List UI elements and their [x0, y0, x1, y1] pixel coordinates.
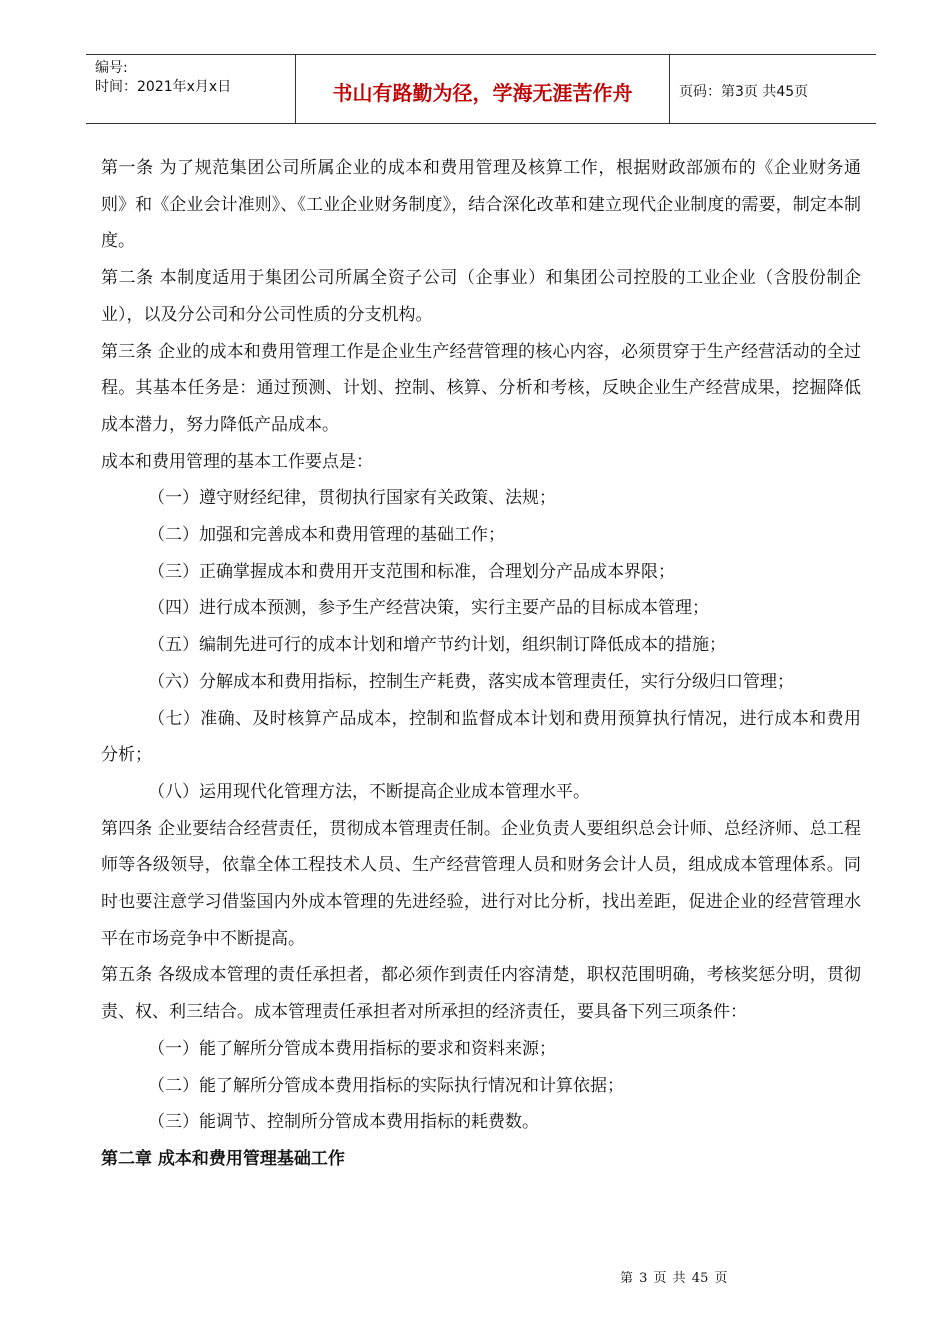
header-motto: 书山有路勤为径，学海无涯苦作舟 [295, 55, 670, 123]
page-footer: 第 3 页 共 45 页 [620, 1271, 728, 1286]
article-3: 第三条 企业的成本和费用管理工作是企业生产经营管理的核心内容，必须贯穿于生产经营活动的全过程。其基本任务是：通过预测、计划、控制、核算、分析和考核，反映企业生产经营成果，挖掘降低成本潜力，努力降低产品成本。 [101, 341, 861, 435]
document-number-label: 编号: [95, 60, 128, 76]
article-4: 第四条 企业要结合经营责任，贯彻成本管理责任制。企业负责人要组织总会计师、总经济师、总工程师等各级领导，依靠全体工程技术人员、生产经营管理人员和财务会计人员，组成成本管理体系。同时也要注意学习借鉴国内外成本管理的先进经验，进行对比分析，找出差距，促进企业的经营管理水平在市场竞争中不断提高。 [101, 818, 861, 949]
chapter-title: 第二章 成本和费用管理基础工作 [101, 1148, 345, 1169]
page-header [86, 54, 876, 124]
key-point-3: （三）正确掌握成本和费用开支范围和标准，合理划分产品成本界限； [148, 561, 675, 582]
key-point-8: （八）运用现代化管理方法，不断提高企业成本管理水平。 [148, 781, 590, 802]
header-meta [86, 55, 295, 123]
key-point-5: （五）编制先进可行的成本计划和增产节约计划，组织制订降低成本的措施； [148, 635, 726, 656]
key-point-6: （六）分解成本和费用指标，控制生产耗费，落实成本管理责任，实行分级归口管理； [148, 671, 794, 692]
header-page-info: 页码：第3页 共45页 [679, 84, 809, 100]
key-points-intro: 成本和费用管理的基本工作要点是： [101, 451, 373, 472]
key-point-2: （二）加强和完善成本和费用管理的基础工作； [148, 525, 505, 546]
condition-2: （二）能了解所分管成本费用指标的实际执行情况和计算依据； [148, 1075, 624, 1096]
condition-1: （一）能了解所分管成本费用指标的要求和资料来源； [148, 1038, 556, 1059]
article-2: 第二条 本制度适用于集团公司所属全资子公司（企事业）和集团公司控股的工业企业（含股份制企业），以及分公司和分公司性质的分支机构。 [101, 268, 861, 325]
key-point-7: （七）准确、及时核算产品成本，控制和监督成本计划和费用预算执行情况，进行成本和费用分析； [101, 708, 861, 766]
document-time: 时间：2021年x月x日 [95, 79, 232, 95]
condition-3: （三）能调节、控制所分管成本费用指标的耗费数。 [148, 1112, 539, 1133]
article-5: 第五条 各级成本管理的责任承担者，都必须作到责任内容清楚，职权范围明确，考核奖惩分明，贯彻责、权、利三结合。成本管理责任承担者对所承担的经济责任，要具备下列三项条件： [101, 965, 861, 1023]
article-1: 第一条 为了规范集团公司所属企业的成本和费用管理及核算工作，根据财政部颁布的《企业财务通则》和《企业会计准则》、《工业企业财务制度》，结合深化改革和建立现代企业制度的需要，制定本制度。 [101, 158, 861, 252]
key-point-4: （四）进行成本预测，参予生产经营决策，实行主要产品的目标成本管理； [148, 598, 709, 619]
document-body [101, 150, 861, 1178]
key-point-1: （一）遵守财经纪律，贯彻执行国家有关政策、法规； [148, 488, 556, 509]
